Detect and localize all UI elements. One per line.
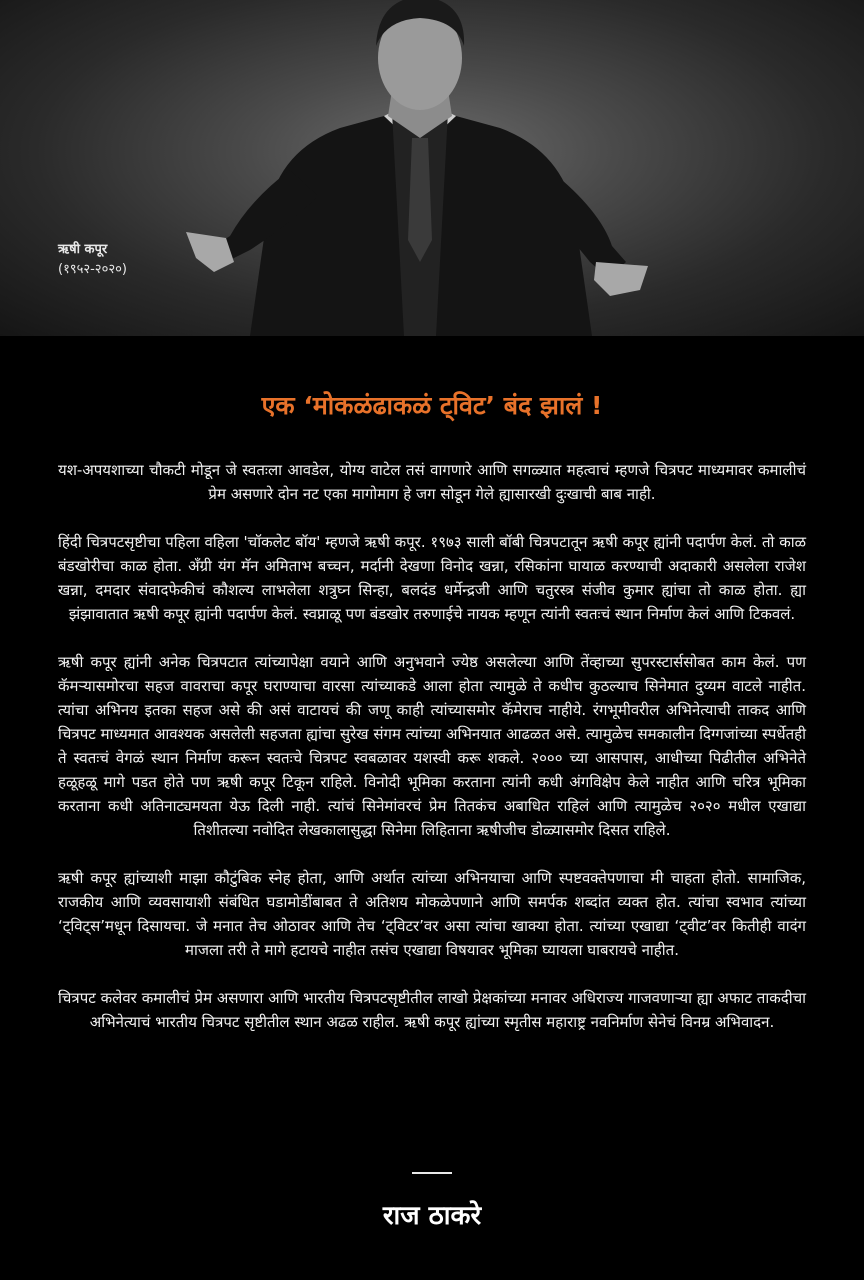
paragraph-4: ऋषी कपूर ह्यांच्याशी माझा कौटुंबिक स्नेह होता, आणि अर्थात त्यांच्या अभिनयाचा आणि स्पष्टवक्तेपणाचा मी चाहता होतो. सामाजिक, राजकीय आणि व्यवसायाशी संबंधित घडामोडींबाबत ते अतिशय मोकळेपणाने आणि समर्पक शब्दांत व्यक्त होत. त्यांचा स्वभाव त्यांच्या ‘ट्विट्स’मधून दिसायचा. जे मनात तेच ओठावर आणि तेच ‘ट्विटर’वर असा त्यांचा खाक्या होता. त्यांच्या एखाद्या ‘ट्वीट’वर कितीही वादंग माजला तरी ते मागे हटायचे नाहीत तसंच एखाद्या विषयावर भूमिका घ्यायला घाबरायचे नाहीत. bbox=[58, 869, 806, 959]
caption-years: (१९५२-२०२०) bbox=[58, 262, 127, 277]
article-body bbox=[58, 458, 806, 1058]
caption-name: ऋषी कपूर bbox=[58, 242, 108, 257]
paragraph-3: ऋषी कपूर ह्यांनी अनेक चित्रपटात त्यांच्यापेक्षा वयाने आणि अनुभवाने ज्येष्ठ असलेल्या आणि तेंव्हाच्या सुपरस्टार्ससोबत काम केलं. पण कॅमऱ्यासमोरचा सहज वावराचा कपूर घराण्याचा वारसा त्यांच्याकडे आला होता त्यामुळे ते कधीच कुठल्याच सिनेमात दुय्यम वाटले नाहीत. त्यांचा अभिनय इतका सहज असे की असं वाटायचं की जणू काही त्यांच्यासमोर कॅमेराच नाहीये. रंगभूमीवरील अभिनेत्याची ताकद आणि चित्रपट माध्यमात आवश्यक असलेली सहजता ह्यांचा सुरेख संगम त्यांच्या अभिनयात आढळत असे. त्यामुळेच समकालीन दिग्गजांच्या स्पर्धेतही ते स्वतःचं वेगळं स्थान निर्माण करून स्वतःचे चित्रपट स्वबळावर यशस्वी करू शकले. २००० च्या आसपास, आधीच्या पिढीतील अभिनेते हळूहळू मागे पडत होते पण ऋषी कपूर टिकून राहिले. विनोदी भूमिका करताना त्यांनी कधी अंगविक्षेप केले नाहीत आणि चरित्र भूमिका करताना कधी अतिनाट्यमयता येऊ दिली नाही. त्यांचं सिनेमांवरचं प्रेम तितकंच अबाधित राहिलं आणि त्यामुळेच २०२० मधील एखाद्या तिशीतल्या नवोदित लेखकालासुद्धा सिनेमा लिहिताना ऋषीजीच डोळ्यासमोर दिसत राहिले. bbox=[58, 653, 806, 839]
portrait-figure bbox=[0, 0, 864, 336]
divider bbox=[412, 1172, 452, 1174]
photo-caption bbox=[58, 240, 127, 280]
paragraph-2: हिंदी चित्रपटसृष्टीचा पहिला वहिला 'चॉकलेट बॉय' म्हणजे ऋषी कपूर. १९७३ साली बॉबी चित्रपटातून ऋषी कपूर ह्यांनी पदार्पण केलं. तो काळ बंडखोरीचा काळ होता. अँग्री यंग मॅन अमिताभ बच्चन, मर्दानी देखणा विनोद खन्ना, रसिकांना घायाळ करण्याची अदाकारी असलेला राजेश खन्ना, दमदार संवादफेकीचं कौशल्य लाभलेला शत्रुघ्न सिन्हा, बलदंड धर्मेन्द्रजी आणि चतुरस्त्र संजीव कुमार ह्यांचा तो काळ होता. ह्या झंझावातात ऋषी कपूर ह्यांनी पदार्पण केलं. स्वप्नाळू पण बंडखोर तरुणाईचे नायक म्हणून त्यांनी स्वतःचं स्थान निर्माण केलं आणि टिकवलं. bbox=[58, 533, 806, 623]
paragraph-5: चित्रपट कलेवर कमालीचं प्रेम असणारा आणि भारतीय चित्रपटसृष्टीतील लाखो प्रेक्षकांच्या मनावर अधिराज्य गाजवणाऱ्या ह्या अफाट ताकदीचा अभिनेत्याचं भारतीय चित्रपट सृष्टीतील स्थान अढळ राहील. ऋषी कपूर ह्यांच्या स्मृतीस महाराष्ट्र नवनिर्माण सेनेचं विनम्र अभिवादन. bbox=[58, 989, 806, 1031]
paragraph-1: यश-अपयशाच्या चौकटी मोडून जे स्वतःला आवडेल, योग्य वाटेल तसं वागणारे आणि सगळ्यात महत्वाचं म्हणजे चित्रपट माध्यमावर कमालीचं प्रेम असणारे दोन नट एका मागोमाग हे जग सोडून गेले ह्यासारखी दुःखाची बाब नाही. bbox=[58, 461, 806, 503]
portrait-photo bbox=[0, 0, 864, 336]
signature: राज ठाकरे bbox=[382, 1201, 482, 1231]
article-title: एक ‘मोकळंढाकळं ट्विट’ बंद झालं ! bbox=[261, 391, 603, 420]
